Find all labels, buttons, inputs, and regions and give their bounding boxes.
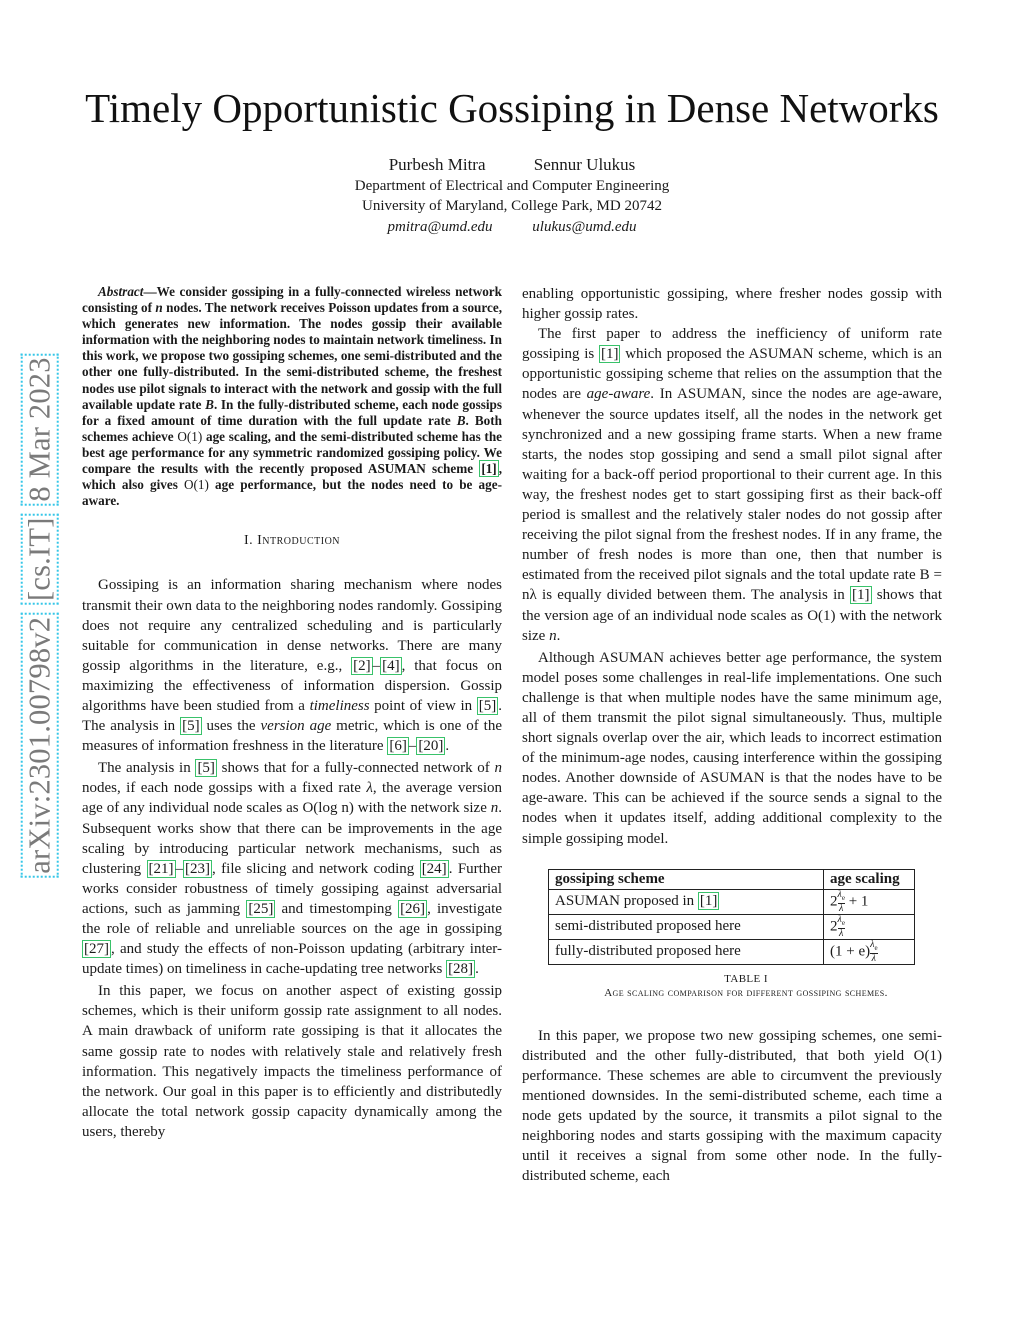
citation-link[interactable]: [24] (421, 860, 447, 877)
citation-link[interactable]: [4] (382, 657, 400, 674)
arxiv-identifier[interactable] (23, 353, 58, 877)
table-cell: semi-distributed proposed here (549, 914, 824, 939)
table-cell: 2 $\frac{\lambda_e}{\lambda}$ (824, 914, 915, 939)
abstract: Abstract—We consider gossiping in a fully-connected wireless network consisting of n nodes. The network receives Poisson updates from a source, which generates new information. The nodes gossip their available information with the neighboring nodes to maintain network timeliness. In this work, we propose two gossiping schemes, one semi-distributed and the other one fully-distributed. In the semi-distributed scheme, the freshest nodes use pilot signals to interact with the network and gossip with the full available update rate B. In the fully-distributed scheme, each node gossips for a fixed amount of time duration with the full update rate B. Both schemes achieve O(1) age scaling, and the semi-distributed scheme has the best age performance for any symmetric randomized gossiping policy. We compare the results with the recently proposed ASUMAN scheme [1] , which also gives O(1) age performance, but the nodes need to be age-aware. (82, 284, 503, 509)
table-cell: (1 + e) $\frac{\lambda_e}{\lambda}$ (824, 939, 915, 964)
table-header: gossiping scheme (549, 869, 824, 889)
citation-link[interactable]: [5] (197, 760, 215, 777)
citation-link[interactable]: [2] (353, 657, 371, 674)
affiliation-university: University of Maryland, College Park, MD 20742 (362, 198, 662, 214)
citation-link[interactable]: [1] (600, 346, 619, 363)
author-emails (0, 219, 1024, 236)
citation-link[interactable]: [20] (418, 738, 444, 755)
citation-link[interactable]: [1] (699, 893, 718, 910)
section-heading: I. Introduction (243, 533, 341, 549)
paper-title: Timely Opportunistic Gossiping in Dense Networks (85, 85, 939, 131)
table-row (549, 939, 915, 964)
age-scaling-table (548, 869, 915, 965)
table-row (549, 889, 915, 914)
paragraph: Although ASUMAN achieves better age performance, the system model poses some challenges in real-life implementations. One such challenge is that when multiple nodes have the same minimum age, all of them transmit the pilot signal simultaneously. Thus, multiple short signals overlap over the air, which leads to incorrect estimation of the minimum-age nodes, causing interference within the gossiping nodes. Another downside of ASUMAN is that the nodes have to be age-aware. This can be achieved if the source sends a signal to the nodes when it updates itself, adding additional complexity to the simple gossiping model. (522, 649, 942, 847)
citation-link[interactable]: [1] (481, 461, 497, 477)
citation-link[interactable]: [5] (182, 718, 200, 735)
paragraph: In this paper, we focus on another aspect of existing gossip schemes, which is their uniform gossip rate assignment to all nodes. A main drawback of uniform rate gossiping is that it allocates the same gossip rate to nodes with relatively stale and relatively fresh information. This negatively impacts the timeliness performance of the network. Our goal in this paper is to efficiently and distributedly allocate the total network gossip capacity dynamically among the users, thereby (82, 983, 502, 1140)
table-caption: Age scaling comparison for different gossiping schemes. (604, 986, 888, 999)
citation-link[interactable]: [27] (84, 941, 109, 958)
author-name: Sennur Ulukus (533, 155, 636, 174)
comparison-table-block (548, 869, 942, 1000)
arxiv-sidebar (18, 320, 62, 910)
author-email[interactable]: ulukus@umd.edu (532, 219, 637, 235)
author-name: Purbesh Mitra (388, 155, 486, 174)
table-header: age scaling (824, 869, 915, 889)
author-email[interactable]: pmitra@umd.edu (387, 219, 493, 235)
paragraph: The analysis in [5] shows that for a fully-connected network of n nodes, if each node gossips with a fixed rate λ, the average version age of any individual node scales as O(log n) with the network size n. Subsequent works show that there can be improvements in the age scaling by introducing particular network mechanisms, such as clustering [21] – [23] , file slicing and network coding [24] . Further works consider robustness of timely gossiping against adversarial actions, such as jamming [25] and timestomping [26] , investigate the role of reliable and unreliable sources on the age in gossiping [27] , and study the effects of non-Poisson updating (arbitrary inter-update times) on timeliness in cache-updating tree networks [28] . (82, 760, 503, 978)
arxiv-category-link[interactable]: [cs.IT] (21, 513, 59, 605)
author-list (0, 155, 1024, 175)
paragraph: In this paper, we propose two new gossiping schemes, one semi-distributed and the other fully-distributed, that both yield O(1) performance. These schemes are able to circumvent the previously mentioned downsides. In the semi-distributed scheme, each time a node gets updated by the source, it transmits a pilot signal to the neighboring nodes and starts gossiping with the maximum capacity until it receives a signal from some other node. In the fully-distributed scheme, each (522, 1027, 942, 1185)
right-column (522, 284, 942, 1186)
arxiv-id-link[interactable]: arXiv:2301.00798v2 (21, 612, 59, 877)
table-row (549, 914, 915, 939)
paragraph: The first paper to address the inefficiency of uniform rate gossiping is [1] which proposed the ASUMAN scheme, which is an opportunistic gossiping scheme that relies on the assumption that the nodes are age-aware. In ASUMAN, since the nodes are age-aware, whenever the source updates itself, all the nodes in the network get synchronized and a new gossiping frame starts. When a new frame starts, the nodes stop gossiping and send a small pilot signal after waiting for a back-off period proportional to their current age. In this way, the freshest nodes get to start gossiping first as their back-off period is smallest and the relatively staler nodes do not gossip after receiving the pilot signal from the freshest nodes. If in any frame, the number of fresh nodes is more than one, then that number is estimated from the received pilot signals and the total update rate B = nλ is equally divided between them. The analysis in [1] shows that the version age of an individual node scales as O(1) with the network size n. (522, 326, 943, 644)
table-cell: fully-distributed proposed here (549, 939, 824, 964)
table-header-row (549, 869, 915, 889)
arxiv-date-link[interactable]: 8 Mar 2023 (21, 353, 59, 505)
affiliation-dept: Department of Electrical and Computer Engineering (354, 178, 670, 194)
table-cell: 2 $\frac{\lambda_e}{\lambda}$ + 1 (824, 889, 915, 914)
citation-link[interactable]: [26] (400, 900, 426, 917)
citation-link[interactable]: [25] (248, 900, 274, 917)
citation-link[interactable]: [5] (478, 697, 497, 714)
left-column (82, 284, 502, 1142)
table-label: TABLE I (724, 972, 768, 985)
citation-link[interactable]: [1] (852, 587, 870, 604)
citation-link[interactable]: [6] (389, 738, 407, 755)
citation-link[interactable]: [23] (185, 860, 211, 877)
paragraph: enabling opportunistic gossiping, where fresher nodes gossip with higher gossip rates. (522, 286, 942, 323)
table-cell: ASUMAN proposed in [1] (549, 889, 824, 914)
citation-link[interactable]: [21] (148, 860, 174, 877)
citation-link[interactable]: [28] (448, 961, 474, 978)
paragraph: Gossiping is an information sharing mechanism where nodes transmit their own data to the neighboring nodes randomly. Gossiping does not require any centralized scheduling and is particularly suitable for communication in dense networks. There are many gossip algorithms in the literature, e.g., [2] – [4] , that focus on maximizing the effectiveness of information dispersion. Gossip algorithms have been studied from a timeliness point of view in [5] . The analysis in [5] uses the version age metric, which is one of the measures of information freshness in the literature [6] – [20] . (82, 577, 503, 755)
